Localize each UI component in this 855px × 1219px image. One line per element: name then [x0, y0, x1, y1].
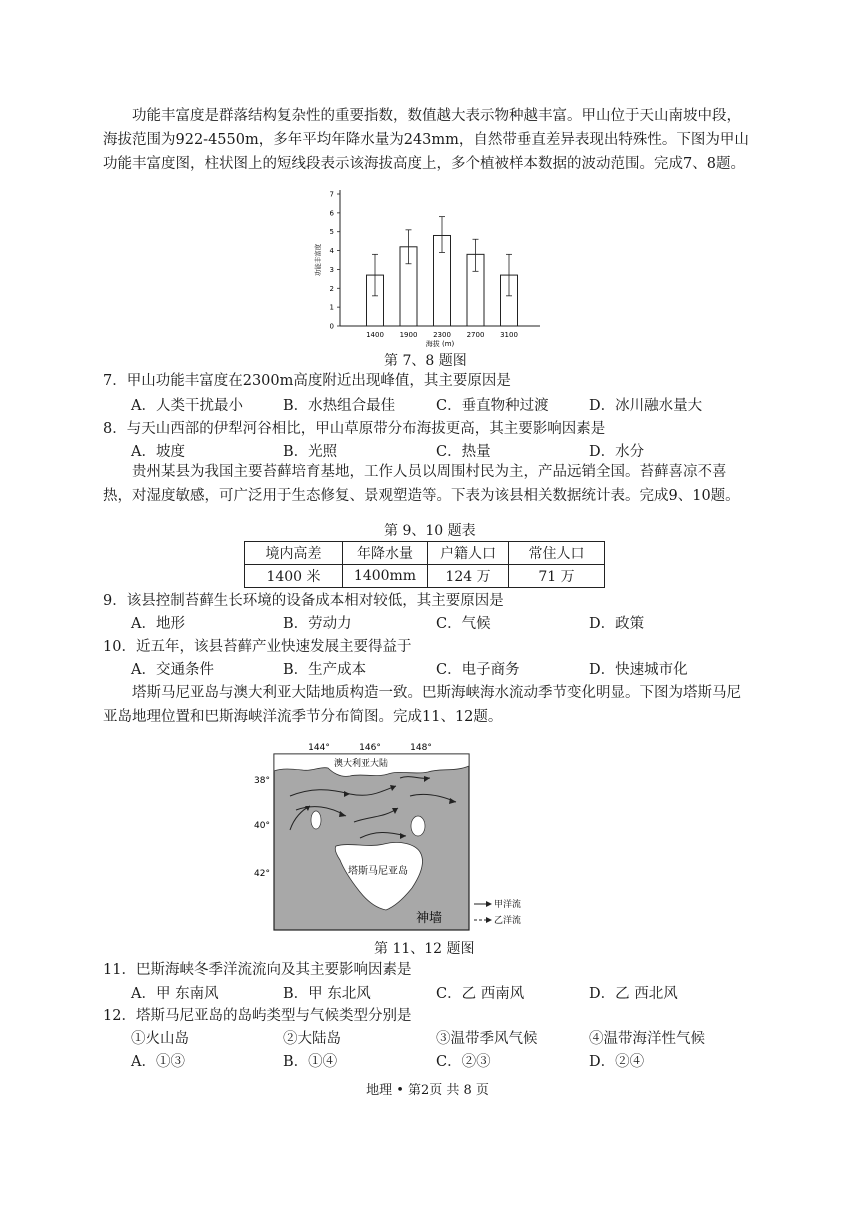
q11-option-c[interactable]: C．乙 西南风 [436, 986, 525, 1002]
q10-option-c[interactable]: C．电子商务 [436, 662, 520, 678]
island-label: 塔斯马尼亚岛 [348, 866, 408, 877]
q12-item-3: ③温带季风气候 [436, 1031, 538, 1047]
question-10-stem: 10．近五年，该县苔藓产业快速发展主要得益于 [103, 639, 412, 655]
q7-option-b[interactable]: B．水热组合最佳 [283, 398, 396, 414]
table-header-cell: 户籍人口 [428, 542, 509, 565]
table-data-row [245, 565, 605, 588]
x-tick-label: 2300 [433, 331, 451, 339]
table-cell: 124 万 [428, 565, 509, 588]
lat-label-42: 42° [254, 869, 270, 879]
q8-option-a[interactable]: A．坡度 [131, 444, 185, 460]
y-tick-label: 5 [329, 228, 334, 237]
legend-label-b: 乙洋流 [494, 916, 522, 926]
x-tick-label: 1400 [366, 331, 384, 339]
table-cell: 1400mm [343, 565, 428, 588]
question-9-stem: 9．该县控制苔藓生长环境的设备成本相对较低，其主要原因是 [103, 593, 504, 609]
y-tick-label: 4 [329, 247, 334, 256]
lon-label-148: 148° [410, 743, 432, 753]
y-tick-label: 3 [329, 265, 334, 274]
question-7-options [131, 396, 751, 416]
q12-option-c[interactable]: C．②③ [436, 1054, 491, 1070]
chart-y-ticks [330, 191, 340, 331]
q8-option-b[interactable]: B．光照 [283, 444, 338, 460]
flinders-island [411, 816, 425, 836]
q12-option-d[interactable]: D．②④ [589, 1054, 645, 1070]
q10-option-a[interactable]: A．交通条件 [131, 662, 214, 678]
x-tick-label: 3100 [500, 331, 518, 339]
q11-option-a[interactable]: A．甲 东南风 [131, 986, 219, 1002]
county-data-table [244, 541, 605, 588]
table-header-cell: 常住人口 [509, 542, 605, 565]
chart-y-label: 功能丰富度 [314, 243, 322, 277]
q12-item-4: ④温带海洋性气候 [589, 1031, 705, 1047]
question-7-stem: 7．甲山功能丰富度在2300m高度附近出现峰值，其主要原因是 [103, 373, 511, 389]
page-footer: 地理 • 第2页 共 8 页 [366, 1083, 489, 1098]
question-10-options [131, 660, 751, 680]
q9-option-b[interactable]: B．劳动力 [283, 616, 352, 632]
figure-caption-7-8: 第 7、8 题图 [384, 353, 467, 369]
q11-option-b[interactable]: B．甲 东北风 [283, 986, 371, 1002]
q12-item-1: ①火山岛 [131, 1031, 189, 1047]
chart-x-ticks [366, 331, 518, 339]
table-caption-9-10: 第 9、10 题表 [384, 523, 476, 539]
question-9-options [131, 614, 751, 634]
q7-option-c[interactable]: C．垂直物种过渡 [436, 398, 549, 414]
chart-x-label: 海拔 (m) [425, 340, 455, 348]
q12-option-a[interactable]: A．①③ [131, 1054, 185, 1070]
y-tick-label: 1 [329, 303, 334, 312]
corner-label: 神墙 [416, 911, 443, 926]
x-tick-label: 1900 [399, 331, 418, 339]
table-header-cell: 年降水量 [343, 542, 428, 565]
q11-option-d[interactable]: D．乙 西北风 [589, 986, 678, 1002]
functional-richness-bar-chart [310, 186, 550, 352]
question-11-options [131, 984, 751, 1004]
table-header-row [245, 542, 605, 565]
q9-option-c[interactable]: C．气候 [436, 616, 491, 632]
king-island [311, 811, 321, 829]
table-header-cell: 境内高差 [245, 542, 343, 565]
lat-label-38: 38° [254, 776, 270, 786]
chart-bars [367, 217, 518, 326]
table-cell: 71 万 [509, 565, 605, 588]
question-8-stem: 8．与天山西部的伊犁河谷相比，甲山草原带分布海拔更高，其主要影响因素是 [103, 421, 606, 437]
q8-option-c[interactable]: C．热量 [436, 444, 491, 460]
q10-option-b[interactable]: B．生产成本 [283, 662, 367, 678]
y-tick-label: 7 [329, 190, 334, 199]
q12-option-b[interactable]: B．①④ [283, 1054, 338, 1070]
intro-paragraph-11-12: 塔斯马尼亚岛与澳大利亚大陆地质构造一致。巴斯海峡海水流动季节变化明显。下图为塔斯马尼亚岛地理位置和巴斯海峡洋流季节分布简图。完成11、12题。 [103, 685, 741, 725]
y-tick-label: 2 [329, 284, 334, 293]
question-12-options [131, 1052, 751, 1072]
question-12-items [131, 1029, 751, 1049]
mainland-label: 澳大利亚大陆 [334, 759, 389, 769]
intro-paragraph-9-10: 贵州某县为我国主要苔藓培育基地，工作人员以周围村民为主，产品远销全国。苔藓喜凉不喜热，对湿度敏感，可广泛用于生态修复、景观塑造等。下表为该县相关数据统计表。完成9、10题。 [103, 464, 740, 504]
figure-caption-11-12: 第 11、12 题图 [374, 941, 475, 957]
table-cell: 1400 米 [245, 565, 343, 588]
bass-strait-map [250, 738, 540, 934]
q12-item-2: ②大陆岛 [283, 1031, 341, 1047]
lon-label-146: 146° [359, 743, 381, 753]
q8-option-d[interactable]: D．水分 [589, 444, 645, 460]
y-tick-label: 0 [329, 322, 334, 331]
q7-option-d[interactable]: D．冰川融水量大 [589, 398, 703, 414]
lat-label-40: 40° [254, 821, 270, 831]
q10-option-d[interactable]: D．快速城市化 [589, 662, 688, 678]
y-tick-label: 6 [329, 209, 334, 218]
lon-label-144: 144° [308, 743, 330, 753]
legend-label-a: 甲洋流 [494, 900, 522, 910]
q7-option-a[interactable]: A．人类干扰最小 [131, 398, 243, 414]
question-11-stem: 11．巴斯海峡冬季洋流流向及其主要影响因素是 [103, 962, 412, 978]
intro-paragraph-7-8: 功能丰富度是群落结构复杂性的重要指数，数值越大表示物种越丰富。甲山位于天山南坡中段，海拔范围为922-4550m，多年平均年降水量为243mm，自然带垂直差异表现出特殊性。下图为甲山功能丰富度图，柱状图上的短线段表示该海拔高度上，多个植被样本数据的波动范围。完成7、8题。 [103, 108, 749, 172]
q9-option-d[interactable]: D．政策 [589, 616, 645, 632]
question-8-options [131, 442, 751, 462]
q9-option-a[interactable]: A．地形 [131, 616, 185, 632]
question-12-stem: 12．塔斯马尼亚岛的岛屿类型与气候类型分别是 [103, 1008, 412, 1024]
x-tick-label: 2700 [466, 331, 485, 339]
